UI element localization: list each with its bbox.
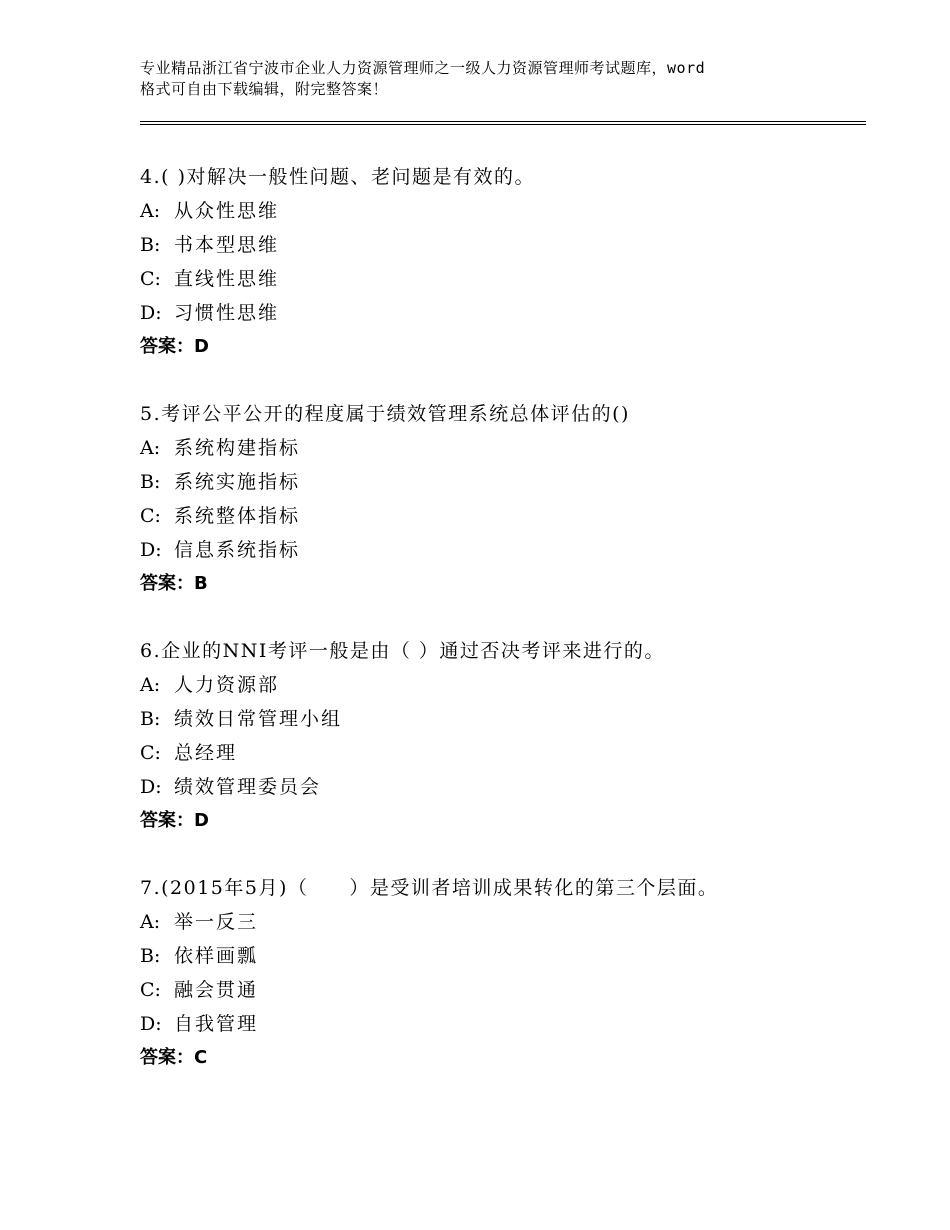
option-text: 自我管理 (174, 1013, 259, 1035)
option-text: 人力资源部 (174, 674, 280, 696)
option-letter: B: (140, 945, 161, 967)
header-divider (140, 121, 866, 127)
page-header (140, 58, 840, 100)
option-a (140, 905, 860, 939)
option-text: 绩效管理委员会 (174, 776, 322, 798)
divider-line (140, 121, 866, 122)
question-text: 5.考评公平公开的程度属于绩效管理系统总体评估的() (140, 403, 630, 425)
option-text: 融会贯通 (174, 979, 259, 1001)
option-text: 系统整体指标 (174, 505, 301, 527)
question-item (140, 634, 860, 838)
option-a (140, 431, 860, 465)
option-c (140, 499, 860, 533)
option-text: 习惯性思维 (174, 302, 280, 324)
option-text: 直线性思维 (174, 268, 280, 290)
option-letter: C: (140, 268, 161, 290)
option-d (140, 296, 860, 330)
option-letter: C: (140, 979, 161, 1001)
answer-line: 答案：B (140, 573, 208, 594)
answer-line: 答案：D (140, 810, 209, 831)
option-d (140, 770, 860, 804)
option-text: 绩效日常管理小组 (174, 708, 343, 730)
option-letter: C: (140, 505, 161, 527)
option-text: 系统实施指标 (174, 471, 301, 493)
option-c (140, 736, 860, 770)
option-text: 书本型思维 (174, 234, 280, 256)
question-item (140, 397, 860, 601)
divider-line (140, 124, 866, 125)
option-letter: D: (140, 1013, 162, 1035)
answer-line: 答案：C (140, 1047, 208, 1068)
option-text: 从众性思维 (174, 200, 280, 222)
option-a (140, 668, 860, 702)
option-c (140, 973, 860, 1007)
option-b (140, 702, 860, 736)
option-d (140, 533, 860, 567)
option-letter: B: (140, 708, 161, 730)
option-text: 依样画瓢 (174, 945, 259, 967)
question-list (140, 160, 860, 1108)
header-line-2: 格式可自由下载编辑，附完整答案！ (140, 80, 389, 98)
option-a (140, 194, 860, 228)
question-item (140, 160, 860, 364)
option-b (140, 465, 860, 499)
option-letter: B: (140, 234, 161, 256)
option-letter: A: (140, 200, 161, 222)
header-line-1: 专业精品浙江省宁波市企业人力资源管理师之一级人力资源管理师考试题库，word (140, 59, 706, 77)
option-letter: D: (140, 539, 162, 561)
question-text: 7.(2015年5月)（ ）是受训者培训成果转化的第三个层面。 (140, 877, 719, 899)
option-b (140, 939, 860, 973)
option-d (140, 1007, 860, 1041)
option-letter: C: (140, 742, 161, 764)
answer-line: 答案：D (140, 336, 209, 357)
question-text: 6.企业的NNI考评一般是由（ ）通过否决考评来进行的。 (140, 640, 665, 662)
option-letter: B: (140, 471, 161, 493)
option-b (140, 228, 860, 262)
option-text: 系统构建指标 (174, 437, 301, 459)
option-letter: D: (140, 302, 162, 324)
option-letter: A: (140, 437, 161, 459)
question-item (140, 871, 860, 1075)
option-text: 信息系统指标 (174, 539, 301, 561)
option-text: 举一反三 (174, 911, 259, 933)
option-c (140, 262, 860, 296)
option-letter: D: (140, 776, 162, 798)
question-text: 4.( )对解决一般性问题、老问题是有效的。 (140, 166, 535, 188)
option-letter: A: (140, 911, 161, 933)
option-letter: A: (140, 674, 161, 696)
option-text: 总经理 (174, 742, 238, 764)
